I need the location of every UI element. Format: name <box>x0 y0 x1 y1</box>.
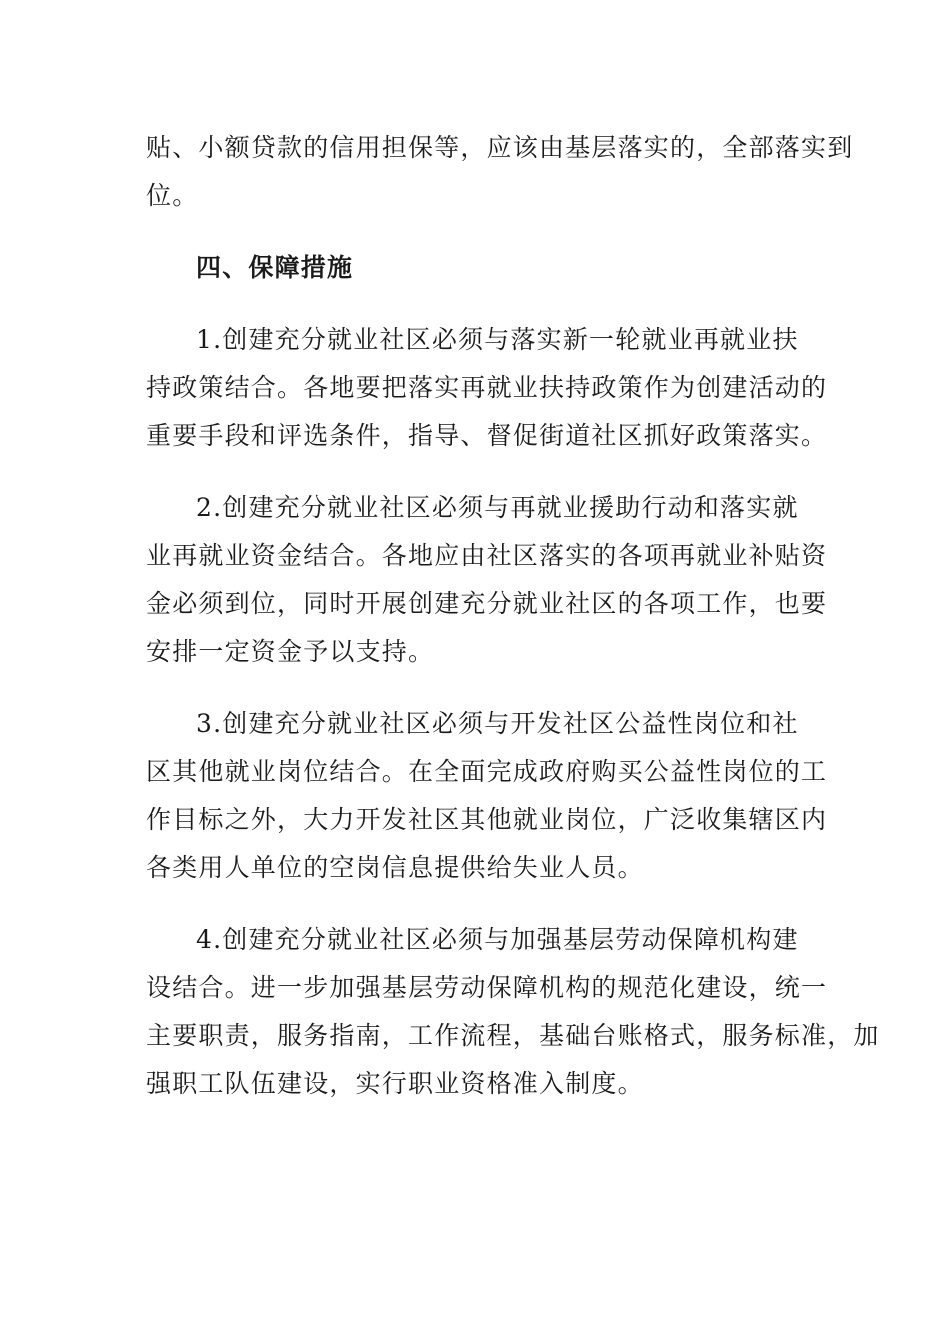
paragraph-line: 4.创建充分就业社区必须与加强基层劳动保障机构建 <box>196 925 799 954</box>
paragraph-line: 业再就业资金结合。各地应由社区落实的各项再就业补贴资 <box>146 541 828 570</box>
paragraph-line: 重要手段和评选条件，指导、督促街道社区抓好政策落实。 <box>146 421 828 450</box>
paragraph-line: 位。 <box>146 181 199 210</box>
intro-paragraph <box>146 124 854 220</box>
measure-paragraph-1 <box>146 316 828 460</box>
document-page <box>146 124 880 1108</box>
paragraph-line: 1.创建充分就业社区必须与落实新一轮就业再就业扶 <box>196 325 799 354</box>
paragraph-line: 强职工队伍建设，实行职业资格准入制度。 <box>146 1069 644 1098</box>
section-heading: 四、保障措施 <box>196 253 354 282</box>
paragraph-line: 金必须到位，同时开展创建充分就业社区的各项工作，也要 <box>146 589 828 618</box>
measure-paragraph-2 <box>146 484 828 676</box>
measure-paragraph-4 <box>146 916 880 1108</box>
paragraph-line: 设结合。进一步加强基层劳动保障机构的规范化建设，统一 <box>146 973 828 1002</box>
measure-paragraph-3 <box>146 700 828 892</box>
paragraph-line: 作目标之外，大力开发社区其他就业岗位，广泛收集辖区内 <box>146 805 828 834</box>
spacer <box>146 892 808 916</box>
paragraph-line: 安排一定资金予以支持。 <box>146 637 435 666</box>
spacer <box>146 292 808 316</box>
paragraph-line: 3.创建充分就业社区必须与开发社区公益性岗位和社 <box>196 709 799 738</box>
paragraph-line: 持政策结合。各地要把落实再就业扶持政策作为创建活动的 <box>146 373 828 402</box>
spacer <box>146 220 808 244</box>
paragraph-line: 区其他就业岗位结合。在全面完成政府购买公益性岗位的工 <box>146 757 828 786</box>
paragraph-line: 各类用人单位的空岗信息提供给失业人员。 <box>146 853 644 882</box>
paragraph-line: 2.创建充分就业社区必须与再就业援助行动和落实就 <box>196 493 799 522</box>
paragraph-line: 贴、小额贷款的信用担保等，应该由基层落实的，全部落实到 <box>146 133 854 162</box>
spacer <box>146 460 808 484</box>
spacer <box>146 676 808 700</box>
paragraph-line: 主要职责，服务指南，工作流程，基础台账格式，服务标准，加 <box>146 1021 880 1050</box>
